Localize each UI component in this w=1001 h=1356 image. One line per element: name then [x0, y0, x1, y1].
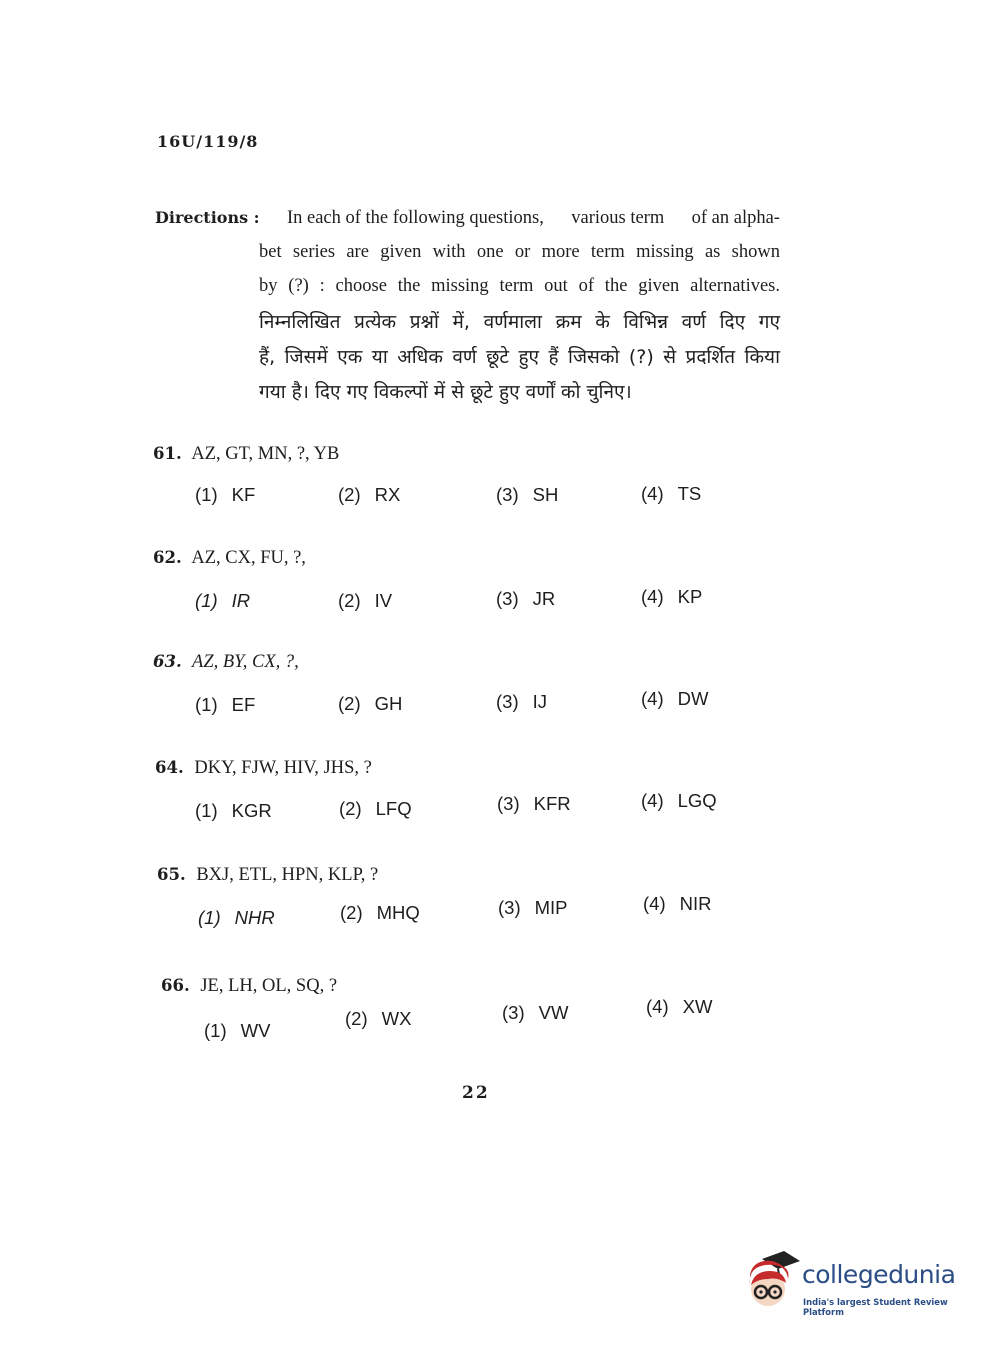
- directions-line-3: by (?) : choose the missing term out of the given alternatives.: [259, 276, 780, 296]
- option-2[interactable]: [338, 693, 402, 715]
- option-number: (3): [496, 588, 519, 609]
- directions-line-1: [155, 201, 780, 235]
- option-value: KGR: [231, 800, 272, 821]
- option-number: (1): [195, 694, 218, 715]
- option-number: (2): [345, 1008, 368, 1029]
- option-1[interactable]: [195, 694, 255, 716]
- question-number: 63.: [153, 652, 182, 671]
- option-value: VW: [538, 1002, 569, 1023]
- option-value: MIP: [534, 897, 568, 918]
- directions-hindi-line-1: निम्नलिखित प्रत्येक प्रश्नों में, वर्णमाला क्रम के विभिन्न वर्ण दिए गए: [259, 311, 780, 333]
- question-stem: [153, 444, 339, 465]
- directions-block: [155, 201, 780, 410]
- option-4[interactable]: [646, 996, 712, 1018]
- question-number: 65.: [157, 865, 186, 884]
- option-number: (4): [646, 996, 669, 1017]
- option-number: (3): [496, 484, 519, 505]
- option-number: (4): [641, 586, 664, 607]
- option-number: (1): [195, 800, 218, 821]
- question-stem: [157, 865, 378, 886]
- page-number: 22: [462, 1083, 490, 1103]
- option-value: RX: [374, 484, 401, 505]
- option-value: IR: [231, 590, 251, 611]
- option-3[interactable]: [496, 484, 558, 506]
- question-stem: [153, 652, 299, 673]
- option-2[interactable]: [339, 798, 412, 820]
- question-stem: [161, 976, 337, 997]
- option-3[interactable]: [497, 793, 571, 815]
- question-number: 62.: [153, 548, 182, 567]
- question-series: DKY, FJW, HIV, JHS, ?: [194, 758, 372, 778]
- option-number: (3): [497, 793, 520, 814]
- question-number: 66.: [161, 976, 190, 995]
- option-number: (2): [338, 693, 361, 714]
- option-3[interactable]: [502, 1002, 568, 1024]
- option-value: TS: [677, 483, 702, 504]
- directions-text-1c: of an alpha-: [691, 208, 780, 228]
- option-number: (4): [641, 790, 664, 811]
- option-number: (2): [338, 590, 361, 611]
- option-value: NIR: [679, 893, 712, 914]
- option-number: (1): [195, 484, 218, 505]
- directions-text-1b: various term: [571, 208, 665, 228]
- option-value: LFQ: [375, 798, 412, 819]
- option-number: (2): [339, 798, 362, 819]
- option-2[interactable]: [338, 590, 392, 612]
- directions-hindi-line-3: गया है। दिए गए विकल्पों में से छूटे हुए वर्णों को चुनिए।: [259, 381, 632, 403]
- option-value: DW: [677, 688, 709, 709]
- option-value: NHR: [234, 907, 275, 928]
- option-value: JR: [532, 588, 556, 609]
- option-number: (4): [643, 893, 666, 914]
- option-value: IV: [374, 590, 393, 611]
- collegedunia-logo[interactable]: [744, 1249, 974, 1319]
- option-value: WX: [381, 1008, 412, 1029]
- option-value: XW: [682, 996, 713, 1017]
- option-number: (1): [198, 907, 221, 928]
- option-3[interactable]: [498, 897, 568, 919]
- option-number: (2): [338, 484, 361, 505]
- option-number: (2): [340, 902, 363, 923]
- option-value: WV: [240, 1020, 271, 1041]
- option-1[interactable]: [198, 907, 275, 929]
- logo-wordmark: collegedunia: [802, 1260, 956, 1289]
- question-series: BXJ, ETL, HPN, KLP, ?: [196, 865, 379, 885]
- option-2[interactable]: [345, 1008, 411, 1030]
- option-4[interactable]: [641, 586, 702, 608]
- option-2[interactable]: [340, 902, 420, 924]
- option-1[interactable]: [204, 1020, 270, 1042]
- option-number: (4): [641, 483, 664, 504]
- option-value: KP: [677, 586, 703, 607]
- option-number: (4): [641, 688, 664, 709]
- option-3[interactable]: [496, 588, 555, 610]
- question-stem: [153, 548, 306, 569]
- option-number: (1): [195, 590, 218, 611]
- option-number: (3): [496, 691, 519, 712]
- question-series: AZ, GT, MN, ?, YB: [191, 444, 340, 464]
- option-value: KFR: [533, 793, 571, 814]
- directions-hindi-line-2: हैं, जिसमें एक या अधिक वर्ण छूटे हुए हैं जिसको (?) से प्रदर्शित किया: [259, 346, 780, 368]
- question-series: AZ, CX, FU, ?,: [191, 548, 306, 568]
- option-1[interactable]: [195, 590, 250, 612]
- question-series: JE, LH, OL, SQ, ?: [200, 976, 338, 996]
- directions-line-2: bet series are given with one or more term missing as shown: [259, 242, 780, 262]
- option-value: KF: [231, 484, 256, 505]
- question-series: AZ, BY, CX, ?,: [192, 652, 299, 672]
- question-number: 64.: [155, 758, 184, 777]
- option-4[interactable]: [641, 790, 717, 812]
- option-value: EF: [231, 694, 256, 715]
- option-value: GH: [374, 693, 403, 714]
- option-value: LGQ: [677, 790, 717, 811]
- mascot-icon: [744, 1249, 802, 1311]
- question-number: 61.: [153, 444, 182, 463]
- logo-tagline: India's largest Student Review Platform: [803, 1297, 948, 1317]
- option-value: MHQ: [376, 902, 420, 923]
- option-1[interactable]: [195, 484, 255, 506]
- option-4[interactable]: [641, 483, 701, 505]
- paper-code: 16U/119/8: [157, 132, 259, 151]
- option-number: (3): [498, 897, 521, 918]
- option-1[interactable]: [195, 800, 272, 822]
- option-4[interactable]: [643, 893, 712, 915]
- option-number: (3): [502, 1002, 525, 1023]
- question-stem: [155, 758, 372, 779]
- option-value: IJ: [532, 691, 548, 712]
- directions-text-1a: In each of the following questions,: [286, 208, 544, 228]
- option-4[interactable]: [641, 688, 708, 710]
- option-value: SH: [532, 484, 559, 505]
- directions-label: Directions :: [155, 208, 260, 227]
- option-number: (1): [204, 1020, 227, 1041]
- option-2[interactable]: [338, 484, 400, 506]
- option-3[interactable]: [496, 691, 547, 713]
